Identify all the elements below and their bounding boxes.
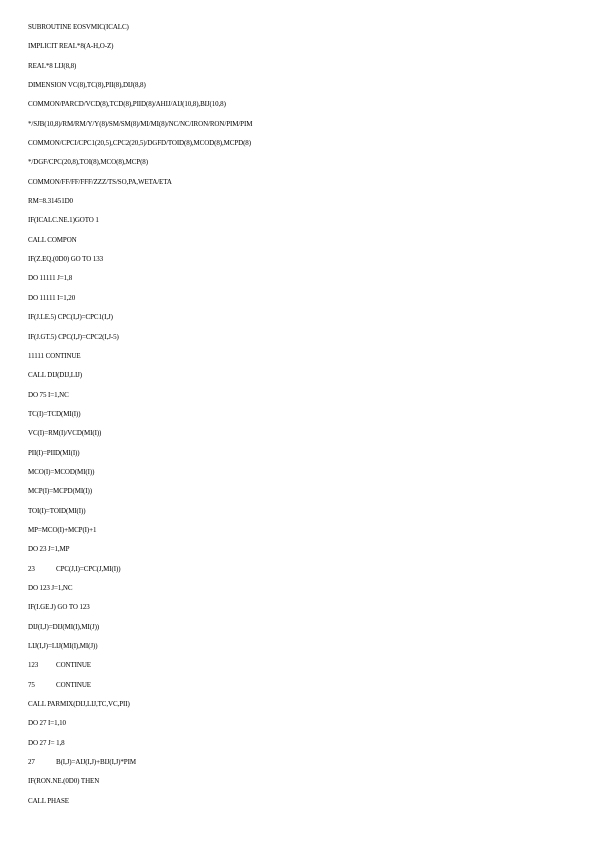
statement-label: 27 — [28, 758, 35, 767]
code-statement: */SJB(10,8)/RM/RM/Y/Y(8)/SM/SM(8)/MI/MI(8)/NC/NC/IRON/RON/PIM/PIM — [28, 119, 253, 128]
code-statement: LIJ(I,J)=LIJ(MI(I),MI(J)) — [28, 642, 98, 650]
code-listing — [28, 18, 568, 811]
code-line — [28, 289, 568, 308]
code-line — [28, 521, 568, 540]
code-line — [28, 734, 568, 753]
code-line — [28, 328, 568, 347]
code-statement: IF(RON.NE.(0D0) THEN — [28, 777, 100, 786]
code-line — [28, 637, 568, 656]
code-statement: B(I,J)=AIJ(I,J)+BIJ(I,J)*PIM — [56, 758, 136, 767]
code-line — [28, 76, 568, 95]
code-line — [28, 366, 568, 385]
code-statement: DO 11111 I=1,20 — [28, 293, 76, 302]
code-line — [28, 598, 568, 617]
code-line — [28, 37, 568, 56]
code-statement: REAL*8 LIJ(8,8) — [28, 61, 77, 70]
code-line — [28, 502, 568, 521]
code-line — [28, 540, 568, 559]
code-line — [28, 405, 568, 424]
code-line — [28, 115, 568, 134]
code-line — [28, 347, 568, 366]
code-statement: IMPLICIT REAL*8(A-H,O-Z) — [28, 42, 114, 51]
code-line — [28, 153, 568, 172]
code-line — [28, 753, 568, 772]
code-statement: */DGF/CPC(20,8),TOI(8),MCO(8),MCP(8) — [28, 158, 148, 167]
code-line — [28, 463, 568, 482]
code-line — [28, 695, 568, 714]
code-statement: DO 75 I=1,NC — [28, 390, 69, 399]
code-statement: 11111 CONTINUE — [28, 351, 81, 360]
code-line — [28, 792, 568, 811]
code-line — [28, 250, 568, 269]
code-statement: CALL DIJ(DIJ,LIJ) — [28, 371, 83, 380]
code-line — [28, 308, 568, 327]
code-statement: PII(I)=PIID(MI(I)) — [28, 448, 80, 457]
code-statement: DO 11111 J=1,8 — [28, 274, 73, 283]
code-line — [28, 482, 568, 501]
code-line — [28, 18, 568, 37]
code-line — [28, 95, 568, 114]
code-line — [28, 134, 568, 153]
code-line — [28, 424, 568, 443]
code-statement: DO 123 J=1,NC — [28, 583, 73, 592]
code-statement: RM=8.31451D0 — [28, 197, 73, 206]
statement-label: 123 — [28, 661, 39, 670]
code-line — [28, 231, 568, 250]
code-statement: IF(J.GT.5) CPC(I,J)=CPC2(I,J-5) — [28, 332, 119, 341]
code-line — [28, 714, 568, 733]
code-statement: CALL PARMIX(DIJ,LIJ,TC,VC,PII) — [28, 700, 130, 709]
code-statement: CONTINUE — [56, 680, 91, 689]
code-statement: TOI(I)=TOID(MI(I)) — [28, 506, 86, 515]
code-statement: IF(ICALC.NE.1)GOTO 1 — [28, 216, 99, 225]
code-statement: CALL PHASE — [28, 796, 69, 805]
code-statement: CALL COMPON — [28, 235, 77, 244]
code-statement: DO 27 I=1,10 — [28, 719, 66, 728]
statement-label: 75 — [28, 680, 35, 689]
code-statement: SUBROUTINE EOSVMIC(ICALC) — [28, 23, 129, 31]
code-line — [28, 192, 568, 211]
code-statement: MP=MCO(I)+MCP(I)+1 — [28, 525, 97, 534]
code-statement: TC(I)=TCD(MI(I)) — [28, 409, 81, 418]
code-line — [28, 579, 568, 598]
code-line — [28, 560, 568, 579]
code-line — [28, 618, 568, 637]
statement-label: 23 — [28, 564, 35, 573]
code-statement: COMMON/PARCD/VCD(8),TCD(8),PIID(8)/AHIJ/AIJ(10,8),BIJ(10,8) — [28, 100, 226, 109]
code-statement: IF(I.GE.J) GO TO 123 — [28, 603, 90, 612]
code-statement: MCO(I)=MCOD(MI(I)) — [28, 467, 95, 476]
code-statement: DIMENSION VC(8),TC(8),PII(8),DIJ(8,8) — [28, 81, 146, 90]
code-line — [28, 444, 568, 463]
code-line — [28, 57, 568, 76]
code-line — [28, 269, 568, 288]
code-line — [28, 772, 568, 791]
code-statement: DIJ(I,J)=DIJ(MI(I),MI(J)) — [28, 622, 100, 631]
code-line — [28, 676, 568, 695]
code-line — [28, 211, 568, 230]
code-statement: CPC(J,I)=CPC(J,MI(I)) — [56, 564, 121, 573]
code-statement: DO 27 J= 1,8 — [28, 738, 65, 747]
code-line — [28, 173, 568, 192]
code-line — [28, 386, 568, 405]
code-statement: CONTINUE — [56, 661, 91, 670]
code-statement: VC(I)=RM(I)/VCD(MI(I)) — [28, 429, 102, 438]
code-statement: IF(Z.EQ.(0D0) GO TO 133 — [28, 255, 104, 264]
code-line — [28, 656, 568, 675]
code-statement: IF(J.LE.5) CPC(I,J)=CPC1(I,J) — [28, 313, 113, 322]
code-statement: MCP(I)=MCPD(MI(I)) — [28, 487, 92, 496]
code-statement: COMMON/FF/FF/FFF/ZZZ/TS/SO,PA,WETA/ETA — [28, 177, 172, 186]
code-statement: DO 23 J=1,MP — [28, 545, 70, 554]
code-statement: COMMON/CPCI/CPC1(20,5),CPC2(20,5)/DGFD/TOID(8),MCOD(8),MCPD(8) — [28, 139, 251, 148]
